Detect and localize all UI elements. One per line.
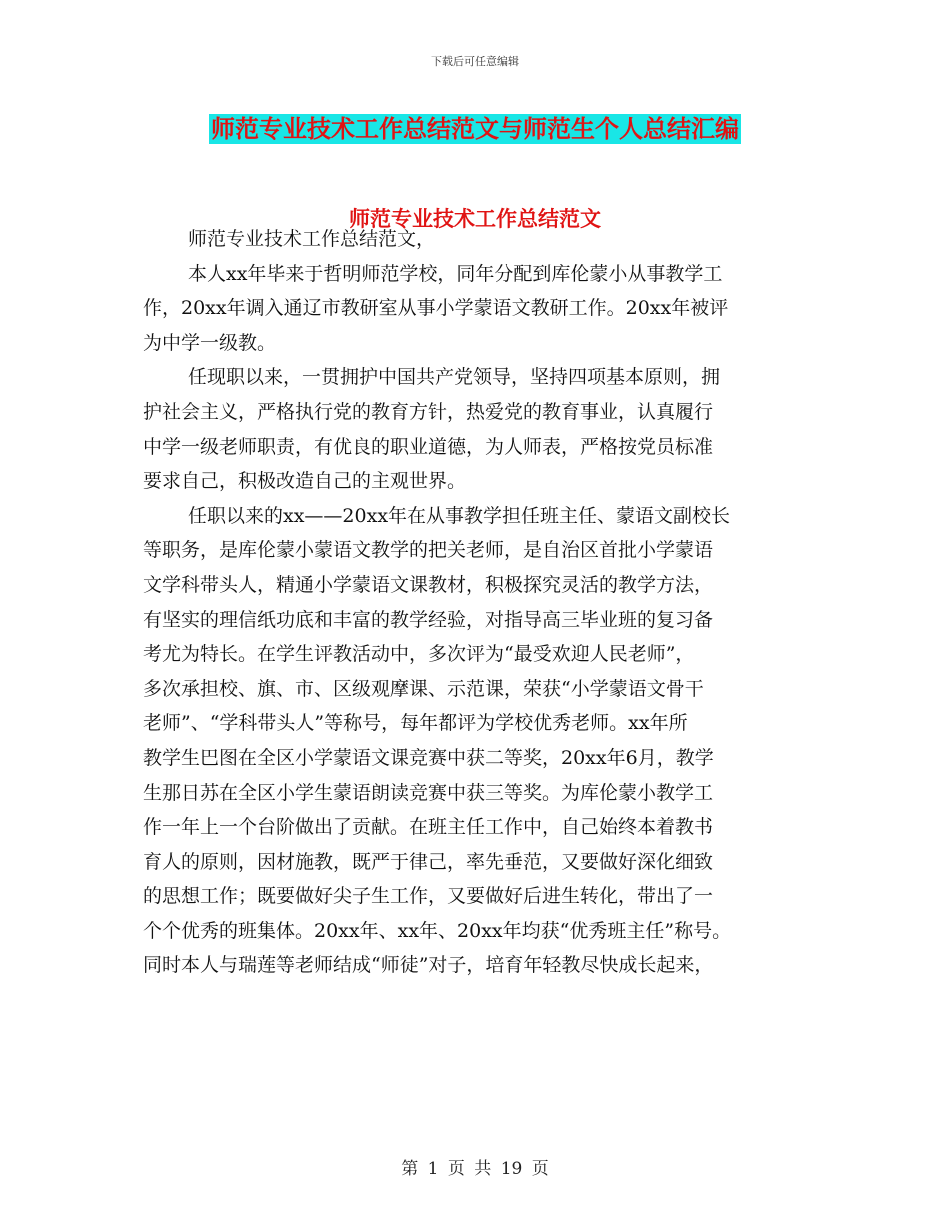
- text-line: 生那日苏在全区小学生蒙语朗读竞赛中获三等奖。为库伦蒙小教学工: [143, 781, 714, 804]
- text-line: 个个优秀的班集体。20xx年、xx年、20xx年均获“优秀班主任”称号。: [143, 919, 732, 942]
- text-line: 本人xx年毕来于哲明师范学校，同年分配到库伦蒙小从事教学工: [188, 262, 723, 285]
- text-line: 多次承担校、旗、市、区级观摩课、示范课，荣获“小学蒙语文骨干: [143, 677, 704, 700]
- text-line: 中学一级老师职责，有优良的职业道德，为人师表，严格按党员标准: [143, 435, 714, 458]
- text-line: 护社会主义，严格执行党的教育方针，热爱党的教育事业，认真履行: [143, 400, 714, 423]
- text-line: 育人的原则，因材施教，既严于律己，率先垂范，又要做好深化细致: [143, 850, 714, 873]
- text-line: 的思想工作；既要做好尖子生工作，又要做好后进生转化，带出了一: [143, 885, 714, 908]
- main-title: 师范专业技术工作总结范文与师范生个人总结汇编: [211, 115, 739, 143]
- text-line: 作，20xx年调入通辽市教研室从事小学蒙语文教研工作。20xx年被评: [143, 297, 729, 320]
- text-line: 为中学一级教。: [143, 331, 277, 354]
- text-line: 任职以来的xx——20xx年在从事教学担任班主任、蒙语文副校长: [188, 504, 731, 527]
- document-body: [143, 222, 823, 983]
- page-footer: 第 1 页 共 19 页: [401, 1159, 549, 1179]
- text-line: 等职务，是库伦蒙小蒙语文教学的把关老师，是自治区首批小学蒙语: [143, 539, 714, 562]
- text-line: 师范专业技术工作总结范文，: [188, 228, 436, 250]
- text-line: 有坚实的理信纸功底和丰富的教学经验，对指导高三毕业班的复习备: [143, 608, 714, 631]
- header-note: 下载后可任意编辑: [431, 55, 519, 68]
- text-line: 老师”、“学科带头人”等称号，每年都评为学校优秀老师。xx年所: [143, 712, 688, 735]
- text-line: 要求自己，积极改造自己的主观世界。: [143, 470, 467, 493]
- text-line: 同时本人与瑞莲等老师结成“师徒”对子，培育年轻教尽快成长起来，: [143, 954, 714, 977]
- main-title-wrap: [0, 114, 950, 144]
- text-line: 作一年上一个台阶做出了贡献。在班主任工作中，自己始终本着教书: [143, 816, 714, 839]
- text-line: 任现职以来，一贯拥护中国共产党领导，坚持四项基本原则，拥: [188, 366, 721, 389]
- section-title: 师范专业技术工作总结范文: [349, 207, 601, 231]
- text-line: 考尤为特长。在学生评教活动中，多次评为“最受欢迎人民老师”，: [143, 643, 695, 666]
- text-line: 教学生巴图在全区小学蒙语文课竞赛中获二等奖，20xx年6月，教学: [143, 746, 714, 769]
- text-line: 文学科带头人，精通小学蒙语文课教材，积极探究灵活的教学方法，: [143, 573, 714, 596]
